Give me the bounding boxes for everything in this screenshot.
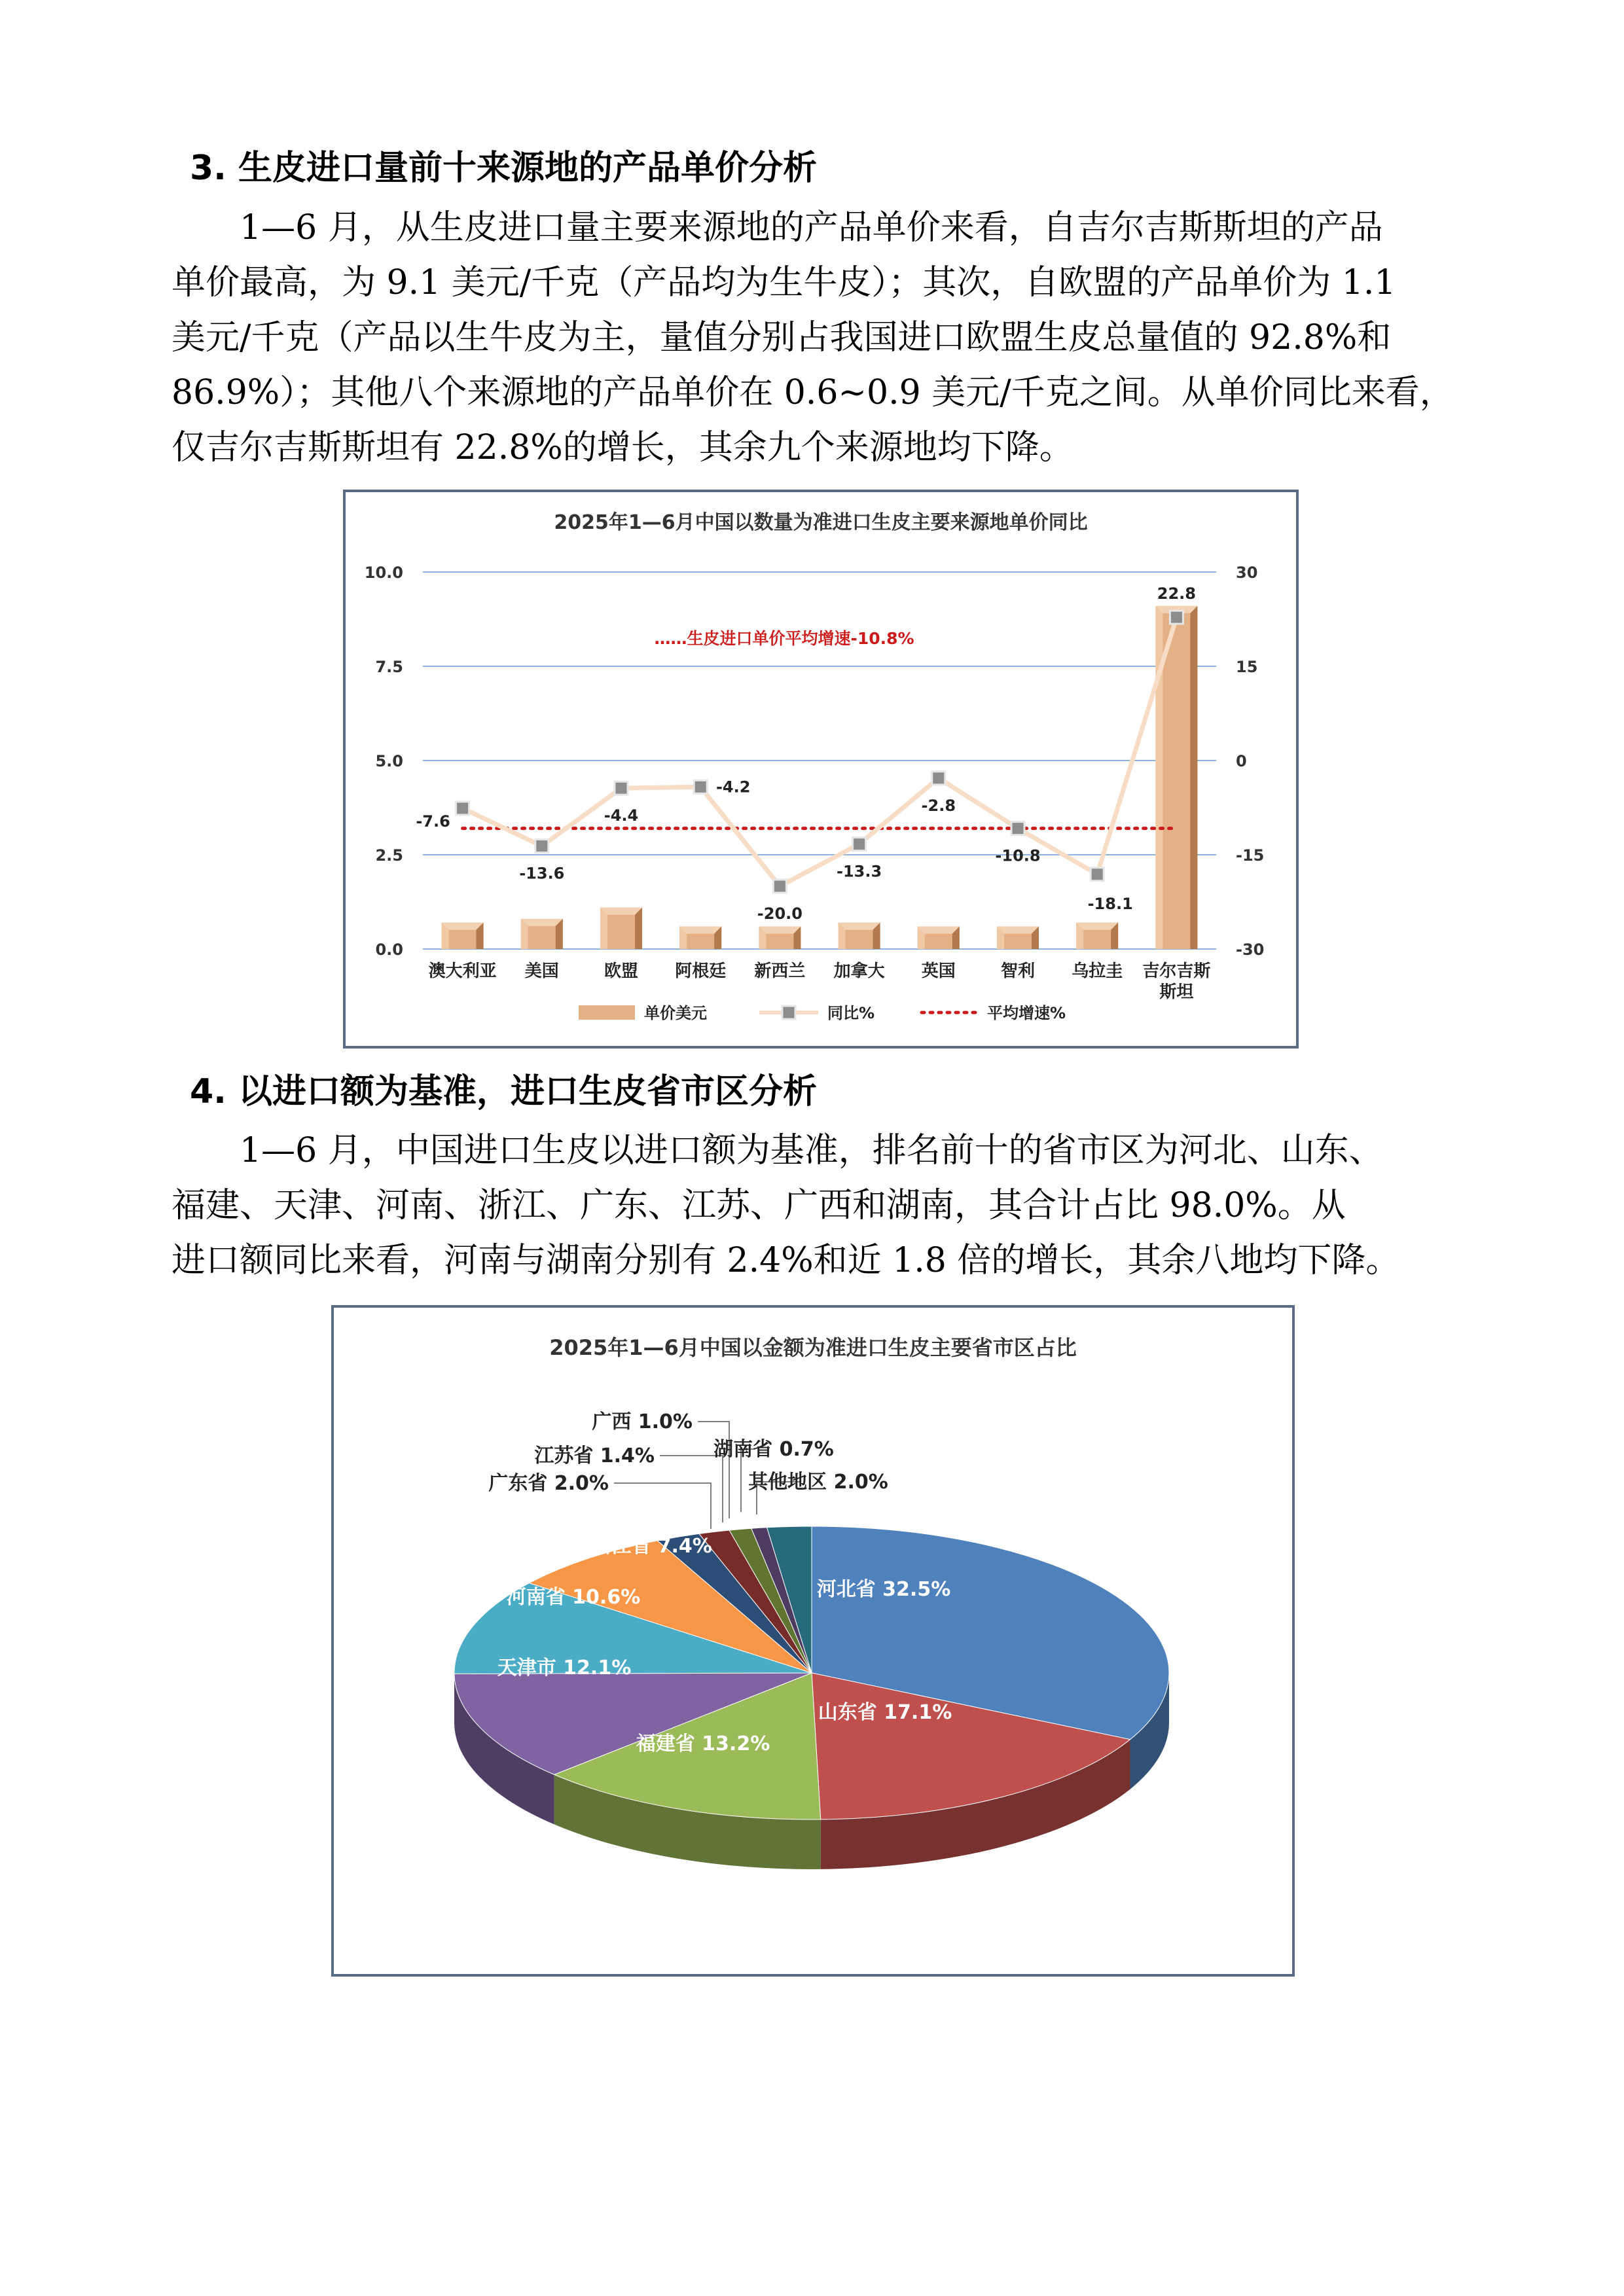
bar-bevel-top <box>839 923 880 930</box>
category-label: 加拿大 <box>833 961 885 981</box>
yoy-data-label: -4.2 <box>715 778 751 797</box>
bar-bevel-left <box>600 908 607 949</box>
section-4-line-1: 1—6 月，中国进口生皮以进口额为基准，排名前十的省市区为河北、山东、 <box>240 1131 1383 1170</box>
yoy-data-label: -20.0 <box>757 905 803 923</box>
legend-line-label: 同比% <box>827 1004 875 1022</box>
yoy-marker <box>1011 822 1024 835</box>
bar-乌拉圭 <box>1076 923 1118 949</box>
category-label: 新西兰 <box>754 961 806 981</box>
yoy-data-label: -13.6 <box>519 864 565 883</box>
section-3-line-3: 美元/千克（产品以生牛皮为主，量值分别占我国进口欧盟生皮总量值的 92.8%和 <box>171 318 1392 357</box>
category-label: 智利 <box>1000 961 1036 981</box>
pie-label-福建省: 福建省 13.2% <box>636 1732 770 1755</box>
leader-line-广东省 <box>614 1483 711 1529</box>
yoy-line <box>463 617 1177 886</box>
yoy-marker <box>1170 611 1183 624</box>
pie-label-天津市: 天津市 12.1% <box>497 1657 632 1679</box>
bar-阿根廷 <box>679 926 721 949</box>
unit-price-chart-title: 2025年1—6月中国以数量为准进口生皮主要来源地单价同比 <box>554 511 1088 534</box>
yoy-data-label: -13.3 <box>837 862 882 881</box>
category-label: 阿根廷 <box>675 961 727 981</box>
pie-label-河北省: 河北省 32.5% <box>816 1578 951 1601</box>
section-4-line-2: 福建、天津、河南、浙江、广东、江苏、广西和湖南，其合计占比 98.0%。从 <box>171 1186 1346 1225</box>
left-axis-tick: 0.0 <box>375 941 403 959</box>
pie-label-湖南省: 湖南省 0.7% <box>713 1438 834 1461</box>
bar-美国 <box>521 919 563 949</box>
yoy-marker <box>773 880 786 893</box>
pie-label-其他地区: 其他地区 2.0% <box>748 1471 888 1494</box>
yoy-data-label: -2.8 <box>921 796 956 815</box>
bar-bevel-top <box>997 926 1039 933</box>
bar-bevel-right <box>635 908 642 949</box>
section-3-line-1: 1—6 月，从生皮进口量主要来源地的产品单价来看，自吉尔吉斯斯坦的产品 <box>240 208 1383 247</box>
bar-bevel-right <box>1190 606 1197 949</box>
yoy-data-label: -18.1 <box>1087 894 1133 913</box>
yoy-marker <box>535 840 549 853</box>
yoy-marker <box>456 802 469 815</box>
right-axis-tick: 30 <box>1236 564 1258 582</box>
category-label: 斯坦 <box>1159 982 1194 1002</box>
leader-line-江苏省 <box>660 1456 723 1522</box>
bar-欧盟 <box>600 908 642 949</box>
right-axis-tick: 15 <box>1236 658 1258 676</box>
bar-bevel-top <box>600 908 642 915</box>
category-label: 吉尔吉斯 <box>1142 961 1211 981</box>
legend-bar-swatch <box>579 1005 635 1020</box>
section-3-line-2: 单价最高，为 9.1 美元/千克（产品均为生牛皮）；其次，自欧盟的产品单价为 1.1 <box>171 263 1396 302</box>
bar-英国 <box>918 926 960 949</box>
bar-bevel-top <box>1076 923 1118 930</box>
section-4-paragraph <box>171 1123 1468 1288</box>
legend-average-label: 平均增速% <box>987 1004 1066 1022</box>
category-label: 澳大利亚 <box>428 961 497 981</box>
category-label: 乌拉圭 <box>1072 961 1123 981</box>
section-3-line-5: 仅吉尔吉斯斯坦有 22.8%的增长，其余九个来源地均下降。 <box>171 428 1074 467</box>
right-axis-tick: -15 <box>1236 846 1265 865</box>
bar-bevel-top <box>759 926 801 933</box>
left-axis-tick: 7.5 <box>375 658 403 676</box>
yoy-marker <box>932 772 945 785</box>
left-axis-tick: 2.5 <box>375 846 403 865</box>
bar-bevel-top <box>521 919 563 926</box>
category-label: 英国 <box>921 961 956 981</box>
bar-bevel-top <box>679 926 721 933</box>
province-share-chart <box>331 1305 1295 1977</box>
section-4-heading: 4. 以进口额为基准，进口生皮省市区分析 <box>190 1072 818 1111</box>
legend-bar-label: 单价美元 <box>644 1004 707 1022</box>
yoy-data-label: -7.6 <box>416 812 450 831</box>
pie-label-山东省: 山东省 17.1% <box>818 1701 952 1724</box>
province-share-chart-title: 2025年1—6月中国以金额为准进口生皮主要省市区占比 <box>549 1335 1077 1360</box>
yoy-marker <box>694 780 707 793</box>
pie-label-江苏省: 江苏省 1.4% <box>534 1444 655 1467</box>
legend-line-marker <box>782 1006 795 1019</box>
bar-新西兰 <box>759 926 801 949</box>
pie-label-广东省: 广东省 2.0% <box>488 1472 609 1495</box>
bar-加拿大 <box>839 923 880 949</box>
right-axis-tick: -30 <box>1236 941 1265 959</box>
bar-bevel-top <box>442 923 484 930</box>
unit-price-chart <box>343 490 1299 1049</box>
category-label: 美国 <box>524 961 559 981</box>
legend <box>579 1004 1066 1022</box>
section-3-heading: 3. 生皮进口量前十来源地的产品单价分析 <box>190 149 818 188</box>
section-4-line-3: 进口额同比来看，河南与湖南分别有 2.4%和近 1.8 倍的增长，其余八地均下降。 <box>171 1241 1400 1280</box>
pie-label-广西: 广西 1.0% <box>592 1410 693 1433</box>
bar-智利 <box>997 926 1039 949</box>
category-label: 欧盟 <box>604 961 639 981</box>
yoy-data-label: -4.4 <box>604 806 639 825</box>
yoy-marker <box>1091 868 1104 881</box>
right-axis-tick: 0 <box>1236 752 1247 770</box>
pie-label-河南省: 河南省 10.6% <box>506 1586 641 1609</box>
bar-澳大利亚 <box>442 923 484 949</box>
yoy-data-label: -10.8 <box>995 846 1041 865</box>
section-3-line-4: 86.9%）；其他八个来源地的产品单价在 0.6~0.9 美元/千克之间。从单价同比来看， <box>171 373 1454 412</box>
left-axis-tick: 10.0 <box>364 564 403 582</box>
bar-bevel-top <box>918 926 960 933</box>
yoy-marker <box>615 781 628 795</box>
unit-price-chart-svg <box>346 492 1296 1046</box>
left-axis-tick: 5.0 <box>375 752 403 770</box>
leader-line-广西 <box>698 1422 729 1518</box>
province-share-chart-svg <box>334 1308 1292 1974</box>
section-3-paragraph <box>171 200 1468 475</box>
yoy-data-label: 22.8 <box>1157 584 1197 603</box>
average-annotation: ……生皮进口单价平均增速-10.8% <box>654 629 914 648</box>
yoy-marker <box>853 838 866 851</box>
pie-label-浙江省: 浙江省 7.4% <box>592 1535 712 1558</box>
bar-bevel-left <box>1155 606 1163 949</box>
